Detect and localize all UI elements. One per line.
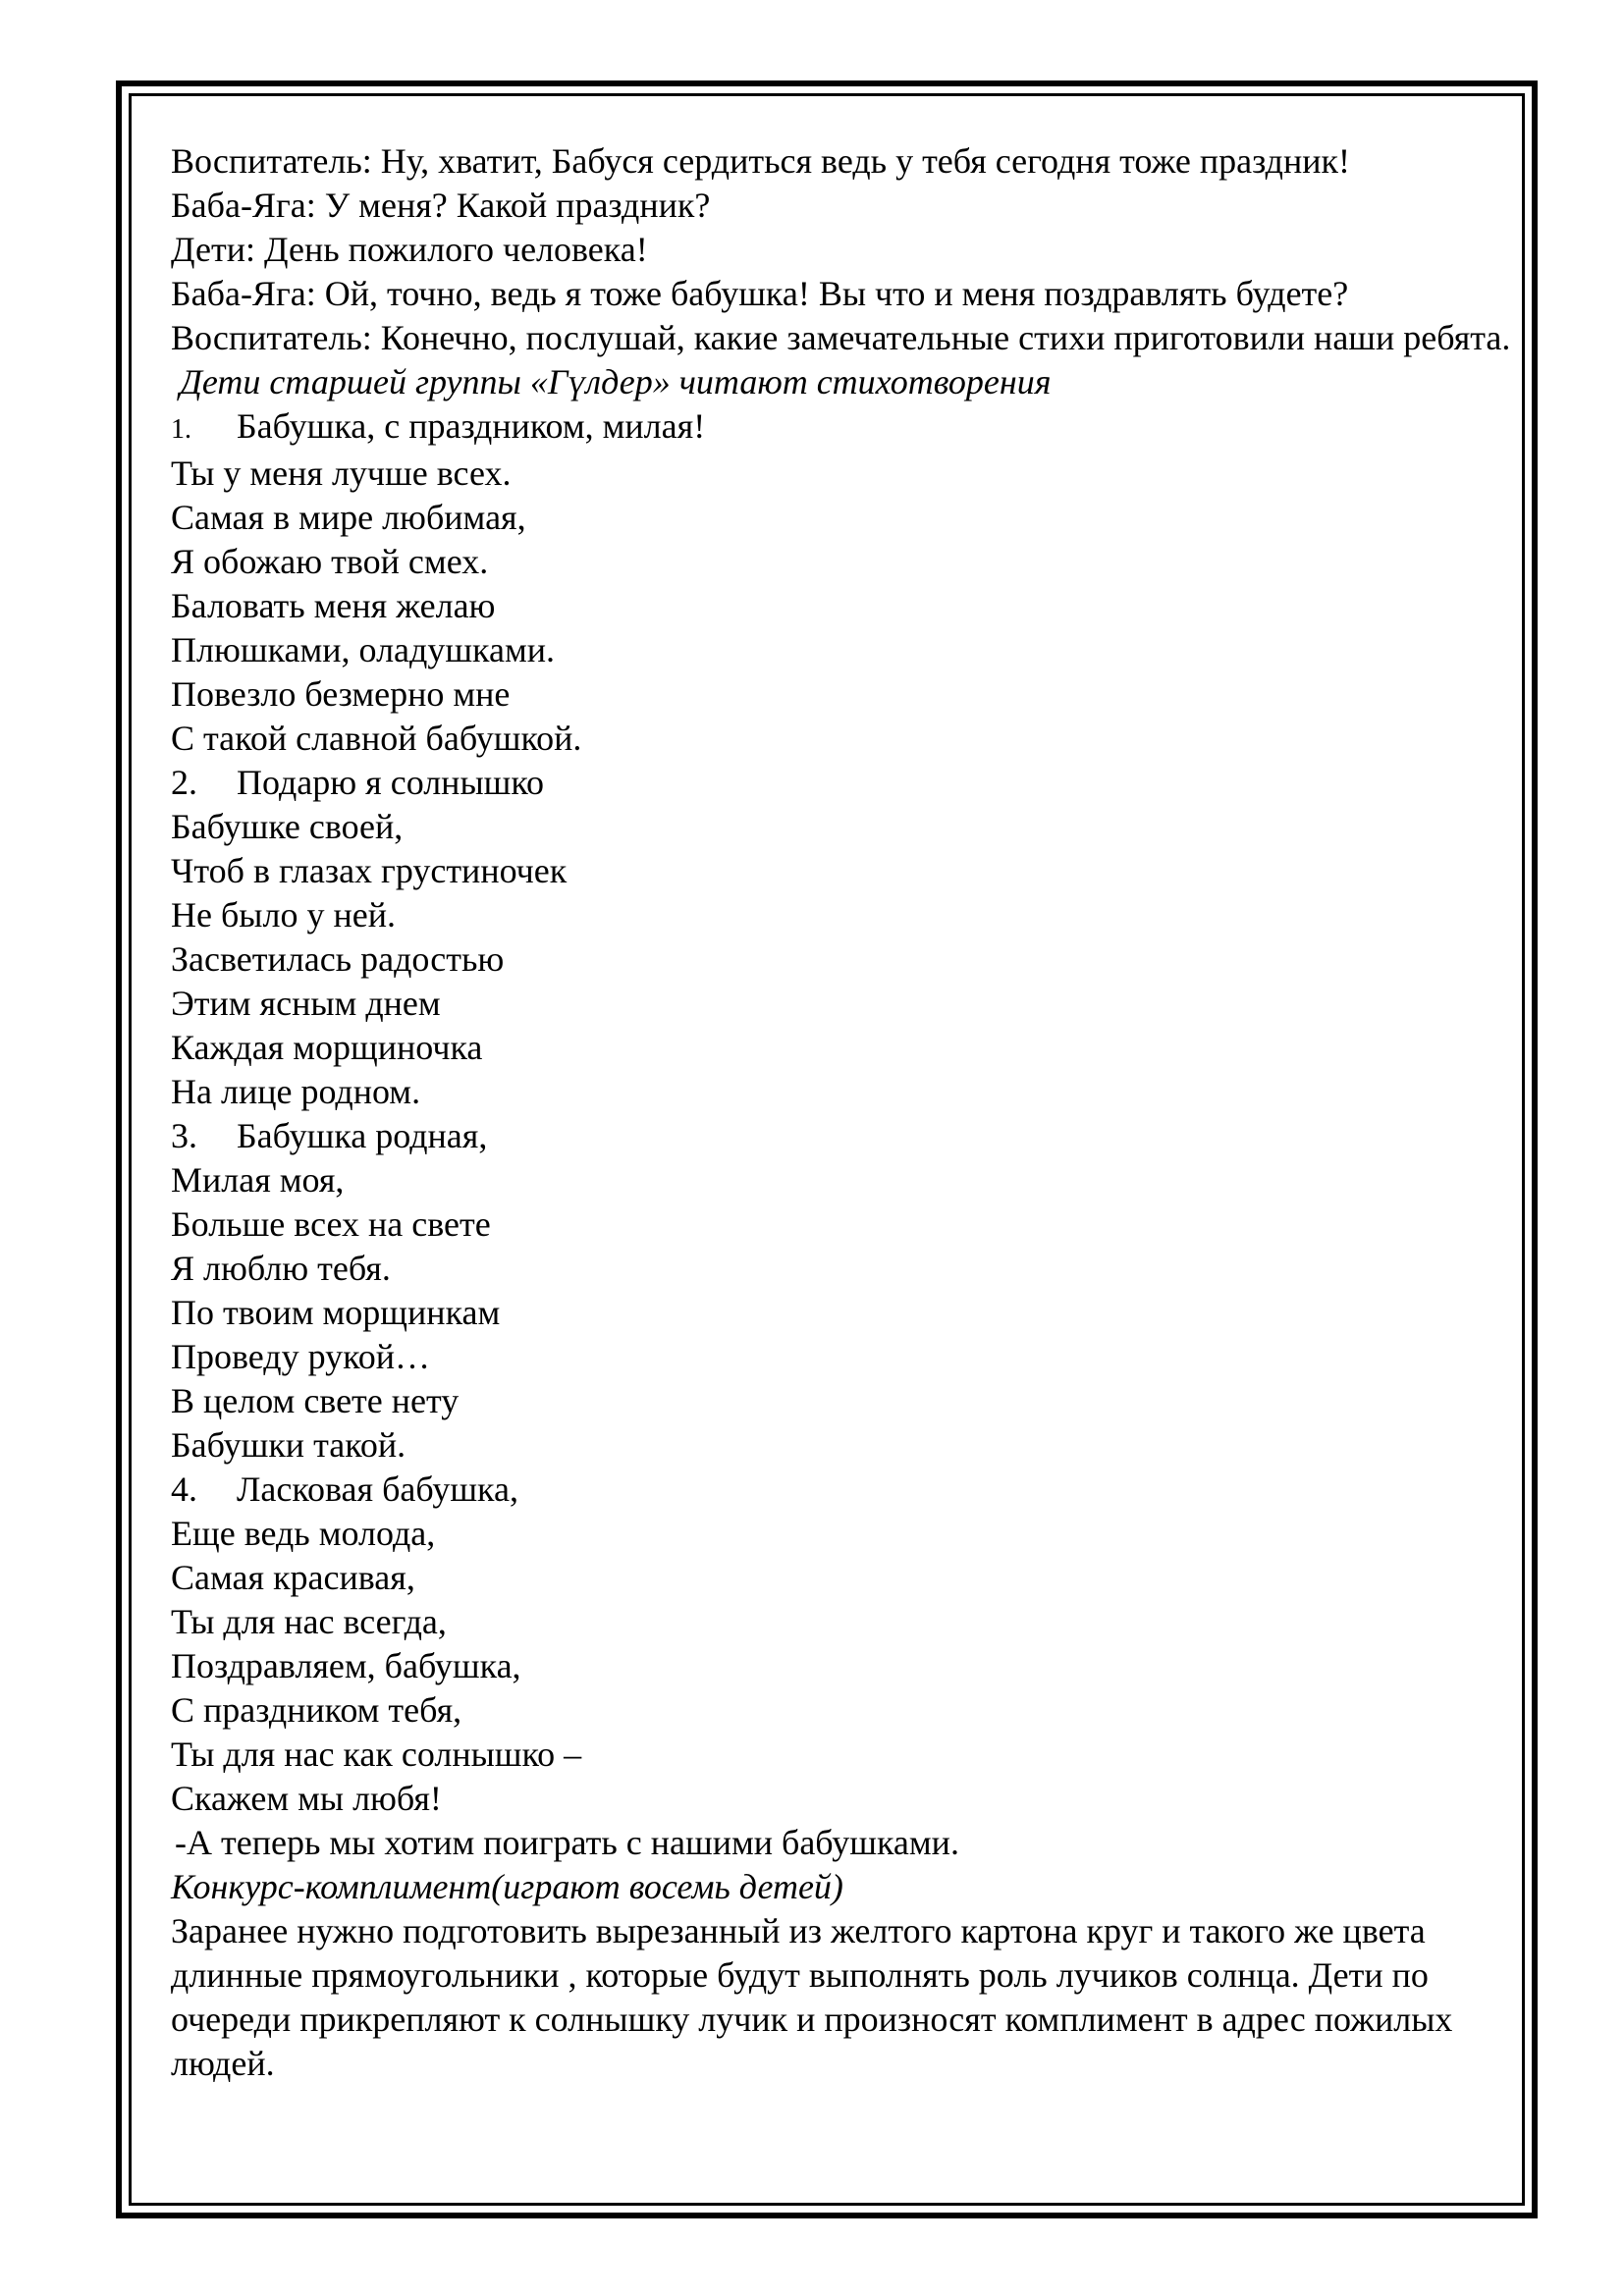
dialogue-line: Дети: День пожилого человека! (171, 230, 648, 269)
poem-line: Бабушки такой. (171, 1425, 406, 1465)
poem-line: По твоим морщинкам (171, 1293, 501, 1332)
poem-line: На лице родном. (171, 1072, 421, 1111)
poem-line: Чтоб в глазах грустиночек (171, 851, 568, 890)
poem-4-first-line: 4. Ласковая бабушка, (171, 1468, 1516, 1512)
dialogue-line: Баба-Яга: У меня? Какой праздник? (171, 186, 711, 225)
poem-line: Этим ясным днем (171, 984, 441, 1023)
poem-2-first-line: 2. Подарю я солнышко (171, 761, 1516, 805)
poem-line: Я люблю тебя. (171, 1249, 391, 1288)
poem-line: Бабушке своей, (171, 807, 404, 846)
poem-number: 2. (171, 763, 197, 802)
poem-line: В целом свете нету (171, 1381, 460, 1420)
poem-line: Еще ведь молода, (171, 1514, 436, 1553)
poem-line: Каждая морщиночка (171, 1028, 483, 1067)
poem-line: Повезло безмерно мне (171, 674, 511, 714)
play-intro: -А теперь мы хотим поиграть с нашими бабушками. (175, 1823, 959, 1862)
poem-line: Поздравляем, бабушка, (171, 1646, 521, 1685)
poem-line: Ты для нас всегда, (171, 1602, 447, 1641)
poem-number: 4. (171, 1469, 197, 1509)
poem-line: Засветилась радостью (171, 939, 505, 979)
poem-line: С такой славной бабушкой. (171, 719, 582, 758)
poem-line: Больше всех на свете (171, 1204, 491, 1244)
poem-number: 3. (171, 1116, 197, 1155)
poem-line: Ты для нас как солнышко – (171, 1735, 582, 1774)
poem-line: Плюшками, оладушками. (171, 630, 556, 669)
poem-line: С праздником тебя, (171, 1690, 462, 1730)
poem-line: Баловать меня желаю (171, 586, 496, 625)
poem-line: Самая в мире любимая, (171, 498, 526, 537)
poem-line: Проведу рукой… (171, 1337, 431, 1376)
poem-3-first-line: 3. Бабушка родная, (171, 1114, 1516, 1158)
document-body (171, 139, 1516, 2086)
poem-line: Милая моя, (171, 1160, 345, 1200)
dialogue-line: Воспитатель: Конечно, послушай, какие замечательные стихи приготовили наши ребята. (171, 318, 1511, 357)
poem-line: Я обожаю твой смех. (171, 542, 489, 581)
poem-number: 1. (171, 414, 191, 445)
poem-line: Не было у ней. (171, 895, 396, 934)
dialogue-line: Воспитатель: Ну, хватит, Бабуся сердиться ведь у тебя сегодня тоже праздник! (171, 141, 1351, 181)
contest-description: Заранее нужно подготовить вырезанный из желтого картона круг и такого же цвета длинные прямоугольники , которые будут выполнять роль лучиков солнца. Дети по очереди прикрепляют к солнышку лучик и произносят комплимент в адрес пожилых людей. (171, 1911, 1453, 2083)
dialogue-line: Баба-Яга: Ой, точно, ведь я тоже бабушка! Вы что и меня поздравлять будете? (171, 274, 1349, 313)
poem-line: Скажем мы любя! (171, 1779, 442, 1818)
poem-1-first-line: 1. Бабушка, с праздником, милая! (171, 404, 1516, 452)
poems-heading: Дети старшей группы «Гүлдер» читают стихотворения (180, 362, 1052, 401)
poem-line: Ты у меня лучше всех. (171, 454, 512, 493)
contest-heading: Конкурс-комплимент(играют восемь детей) (171, 1867, 843, 1906)
poem-line: Самая красивая, (171, 1558, 415, 1597)
